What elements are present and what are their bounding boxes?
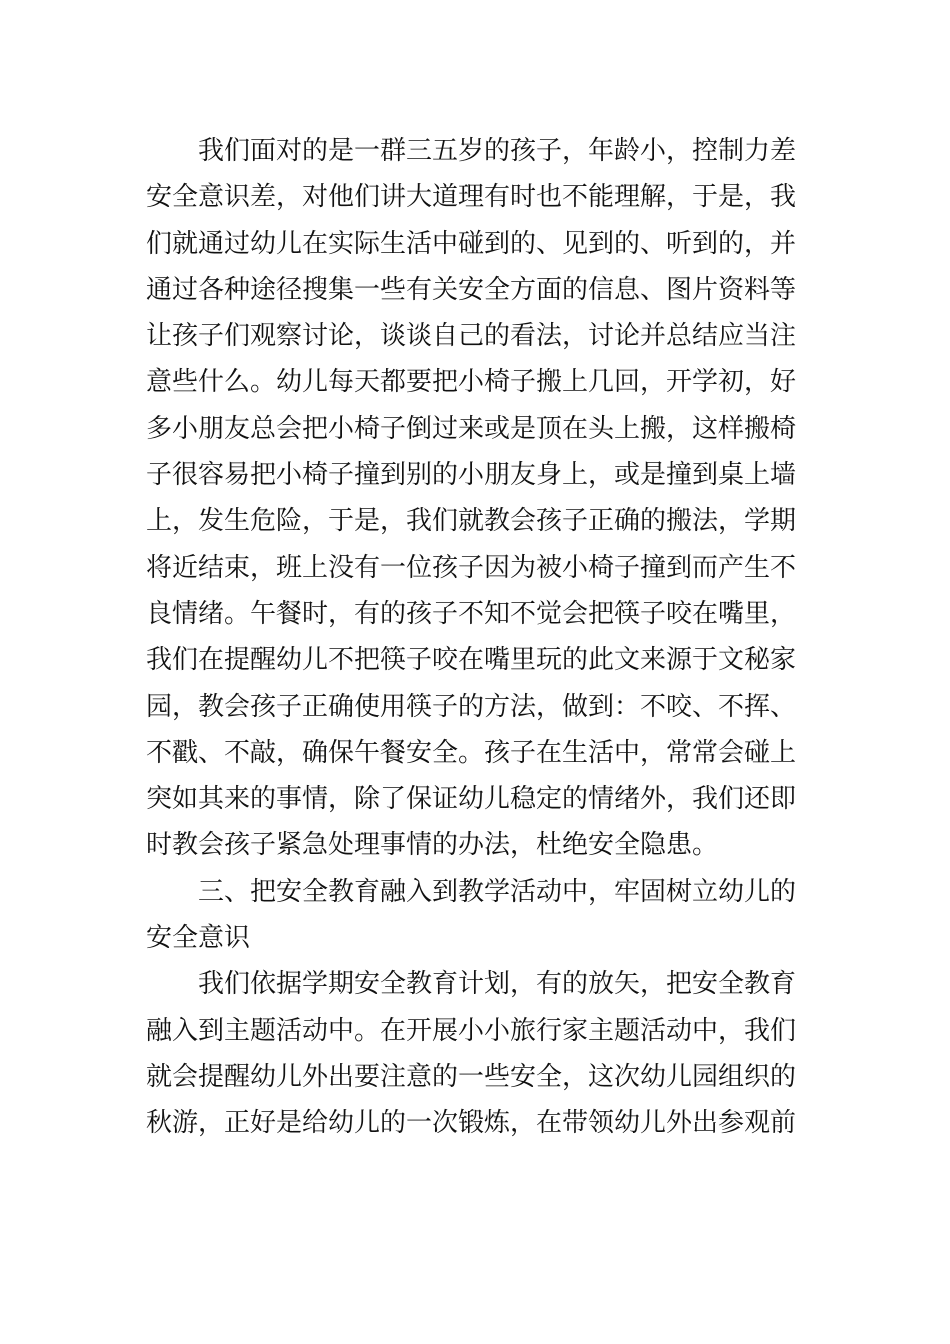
section-heading-line: 安全意识	[146, 923, 251, 954]
text-line: 就会提醒幼儿外出要注意的一些安全，这次幼儿园组织的	[146, 1061, 797, 1092]
text-line: 不戳、不敲，确保午餐安全。孩子在生活中，常常会碰上	[146, 737, 797, 768]
text-line: 园，教会孩子正确使用筷子的方法，做到：不咬、不挥、	[146, 691, 797, 722]
text-line: 时教会孩子紧急处理事情的办法，杜绝安全隐患。	[146, 830, 719, 861]
text-line: 多小朋友总会把小椅子倒过来或是顶在头上搬，这样搬椅	[146, 413, 797, 444]
text-line: 我们面对的是一群三五岁的孩子，年龄小，控制力差	[198, 136, 797, 166]
text-line: 意些什么。幼儿每天都要把小椅子搬上几回，开学初，好	[146, 367, 797, 398]
text-line: 突如其来的事情，除了保证幼儿稳定的情绪外，我们还即	[146, 784, 797, 815]
text-line: 子很容易把小椅子撞到别的小朋友身上，或是撞到桌上墙	[146, 460, 797, 491]
section-heading-line: 三、把安全教育融入到教学活动中，牢固树立幼儿的	[198, 876, 797, 907]
text-line: 让孩子们观察讨论，谈谈自己的看法，讨论并总结应当注	[146, 321, 797, 352]
text-line: 通过各种途径搜集一些有关安全方面的信息、图片资料等	[146, 274, 797, 305]
body-text	[146, 128, 806, 1147]
text-line: 安全意识差，对他们讲大道理有时也不能理解，于是，我	[146, 182, 797, 213]
text-line: 良情绪。午餐时，有的孩子不知不觉会把筷子咬在嘴里，	[146, 598, 797, 629]
text-line: 我们依据学期安全教育计划，有的放矢，把安全教育	[198, 969, 797, 1000]
text-line: 融入到主题活动中。在开展小小旅行家主题活动中，我们	[146, 1015, 797, 1046]
text-line: 们就通过幼儿在实际生活中碰到的、见到的、听到的，并	[146, 228, 797, 259]
text-line: 我们在提醒幼儿不把筷子咬在嘴里玩的此文来源于文秘家	[146, 645, 797, 676]
text-line: 秋游，正好是给幼儿的一次锻炼，在带领幼儿外出参观前	[146, 1108, 797, 1139]
text-line: 上，发生危险，于是，我们就教会孩子正确的搬法，学期	[146, 506, 797, 537]
text-line: 将近结束，班上没有一位孩子因为被小椅子撞到而产生不	[146, 552, 797, 583]
